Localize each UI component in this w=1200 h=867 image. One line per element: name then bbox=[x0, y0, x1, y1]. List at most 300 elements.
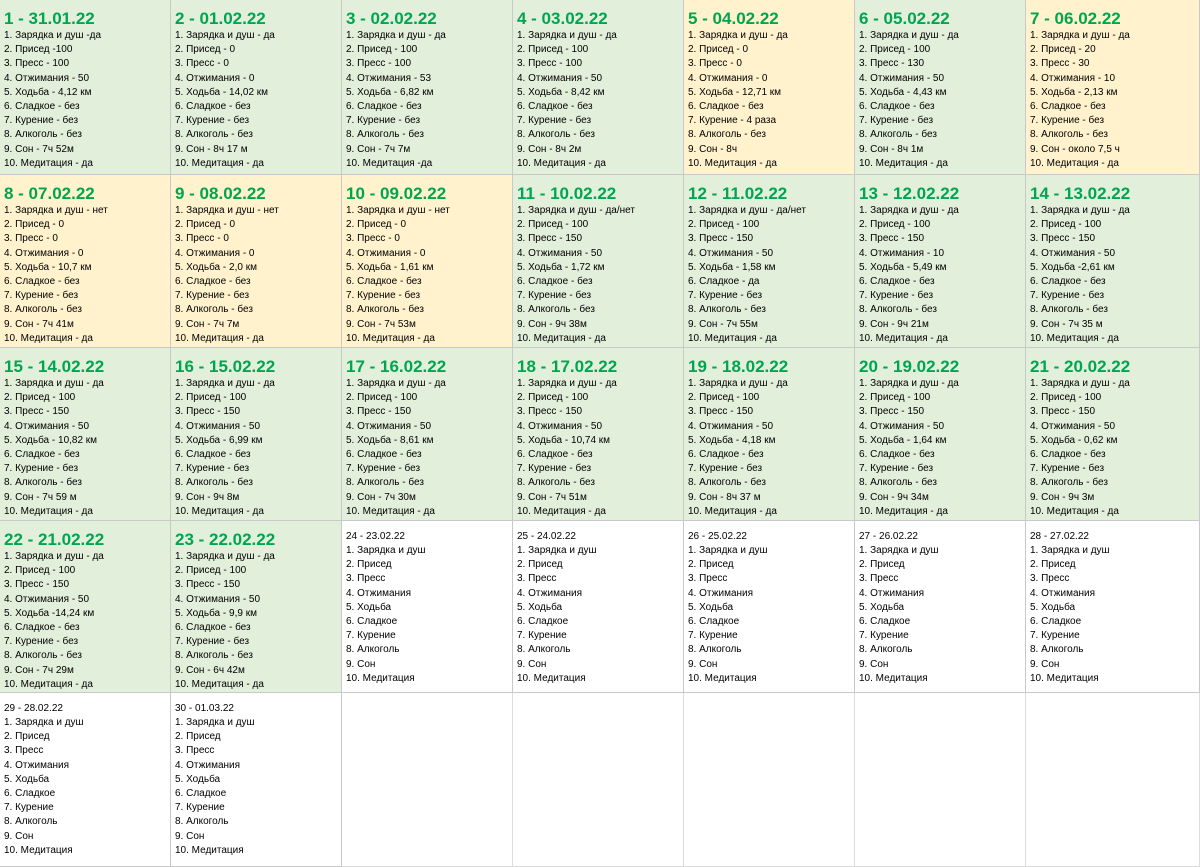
habit-item: 2. Присед bbox=[688, 559, 734, 571]
day-cell[interactable] bbox=[342, 0, 513, 175]
habit-item: 5. Ходьба - 1,58 км bbox=[688, 261, 776, 273]
habit-item: 10. Медитация bbox=[4, 844, 73, 856]
habit-item: 1. Зарядка и душ - да bbox=[688, 378, 788, 389]
day-title: 18 - 17.02.22 bbox=[517, 357, 618, 376]
day-cell[interactable] bbox=[1026, 521, 1200, 693]
habit-item: 5. Ходьба - 2,13 км bbox=[1030, 86, 1118, 98]
habit-item: 1. Зарядка и душ bbox=[688, 545, 768, 556]
habit-item: 5. Ходьба - 6,99 км bbox=[175, 434, 263, 446]
habit-item: 8. Алкоголь bbox=[175, 816, 229, 828]
habit-item: 5. Ходьба - 10,7 км bbox=[4, 261, 92, 273]
habit-item: 8. Алкоголь - без bbox=[1030, 477, 1108, 489]
habit-item: 4. Отжимания - 10 bbox=[859, 247, 945, 259]
habit-item: 1. Зарядка и душ - да bbox=[175, 378, 275, 389]
habit-item: 9. Сон - 9ч 3м bbox=[1030, 491, 1095, 503]
habit-item: 7. Курение - 4 раза bbox=[688, 115, 777, 127]
habit-item: 4. Отжимания bbox=[859, 587, 925, 599]
day-cell[interactable] bbox=[171, 521, 342, 693]
habit-item: 5. Ходьба - 1,64 км bbox=[859, 434, 947, 446]
habit-item: 3. Пресс - 0 bbox=[4, 233, 58, 245]
habit-item: 9. Сон - 6ч 42м bbox=[175, 664, 245, 676]
day-cell[interactable] bbox=[684, 521, 855, 693]
day-title: 24 - 23.02.22 bbox=[346, 531, 405, 542]
habit-item: 10. Медитация - да bbox=[4, 678, 93, 690]
habit-item: 9. Сон bbox=[517, 658, 547, 670]
day-title: 23 - 22.02.22 bbox=[175, 530, 276, 549]
habit-item: 5. Ходьба - 0,62 км bbox=[1030, 434, 1118, 446]
habit-item: 7. Курение - без bbox=[517, 290, 592, 302]
habit-list bbox=[171, 29, 341, 171]
habit-item: 3. Пресс - 150 bbox=[859, 406, 924, 418]
habit-list bbox=[342, 204, 512, 346]
habit-item: 6. Сладкое - без bbox=[346, 276, 422, 288]
habit-list bbox=[513, 29, 683, 171]
habit-item: 4. Отжимания - 0 bbox=[346, 247, 426, 259]
habit-item: 3. Пресс bbox=[859, 573, 899, 585]
habit-list bbox=[342, 377, 512, 519]
habit-item: 4. Отжимания - 50 bbox=[4, 72, 90, 84]
habit-item: 9. Сон - 9ч 38м bbox=[517, 318, 587, 330]
habit-item: 5. Ходьба bbox=[1030, 601, 1076, 613]
habit-item: 9. Сон - 9ч 21м bbox=[859, 318, 929, 330]
habit-item: 10. Медитация - да bbox=[1030, 157, 1119, 169]
habit-item: 2. Присед bbox=[1030, 559, 1076, 571]
habit-item: 6. Сладкое - без bbox=[859, 276, 935, 288]
habit-item: 10. Медитация - да bbox=[517, 332, 606, 344]
habit-item: 3. Пресс - 150 bbox=[688, 233, 753, 245]
habit-item: 6. Сладкое - без bbox=[175, 101, 251, 113]
habit-item: 1. Зарядка и душ - нет bbox=[4, 205, 108, 216]
habit-item: 8. Алкоголь - без bbox=[859, 129, 937, 141]
habit-item: 9. Сон - 7ч 7м bbox=[346, 143, 411, 155]
day-cell[interactable] bbox=[1026, 0, 1200, 175]
habit-item: 9. Сон - 7ч 30м bbox=[346, 491, 416, 503]
habit-item: 2. Присед - 100 bbox=[859, 392, 931, 404]
day-cell[interactable] bbox=[513, 0, 684, 175]
habit-item: 4. Отжимания - 0 bbox=[688, 72, 768, 84]
empty-cell[interactable] bbox=[342, 693, 513, 867]
habit-item: 6. Сладкое - без bbox=[346, 449, 422, 461]
habit-item: 9. Сон - 9ч 34м bbox=[859, 491, 929, 503]
habit-list bbox=[342, 544, 512, 686]
habit-item: 1. Зарядка и душ - да bbox=[4, 551, 104, 562]
habit-list bbox=[684, 377, 854, 519]
habit-item: 1. Зарядка и душ - да bbox=[859, 30, 959, 41]
day-cell[interactable] bbox=[1026, 175, 1200, 348]
habit-item: 8. Алкоголь bbox=[4, 816, 58, 828]
habit-item: 8. Алкоголь - без bbox=[175, 304, 253, 316]
habit-item: 8. Алкоголь - без bbox=[517, 477, 595, 489]
habit-item: 3. Пресс bbox=[4, 745, 44, 757]
day-title: 13 - 12.02.22 bbox=[859, 184, 960, 203]
habit-item: 6. Сладкое - без bbox=[517, 449, 593, 461]
habit-item: 2. Присед - 100 bbox=[4, 565, 76, 577]
habit-list bbox=[0, 716, 170, 858]
habit-item: 9. Сон - 8ч 2м bbox=[517, 143, 582, 155]
habit-list bbox=[513, 377, 683, 519]
habit-item: 8. Алкоголь bbox=[1030, 644, 1084, 656]
day-cell[interactable] bbox=[171, 175, 342, 348]
day-cell[interactable] bbox=[0, 693, 171, 867]
habit-item: 10. Медитация - да bbox=[859, 332, 948, 344]
habit-item: 4. Отжимания - 50 bbox=[688, 247, 774, 259]
habit-item: 9. Сон - 8ч bbox=[688, 143, 738, 155]
habit-item: 6. Сладкое - без bbox=[1030, 101, 1106, 113]
habit-item: 9. Сон - 7ч 35 м bbox=[1030, 318, 1103, 330]
habit-item: 9. Сон - около 7,5 ч bbox=[1030, 143, 1120, 155]
habit-list bbox=[684, 204, 854, 346]
habit-item: 4. Отжимания - 50 bbox=[517, 420, 603, 432]
habit-list bbox=[171, 550, 341, 692]
habit-item: 4. Отжимания bbox=[175, 759, 241, 771]
day-cell[interactable] bbox=[855, 175, 1026, 348]
day-cell[interactable] bbox=[855, 348, 1026, 521]
habit-item: 8. Алкоголь - без bbox=[4, 129, 82, 141]
habit-item: 2. Присед - 20 bbox=[1030, 44, 1096, 56]
habit-item: 2. Присед bbox=[517, 559, 563, 571]
habit-item: 1. Зарядка и душ - да bbox=[859, 378, 959, 389]
habit-item: 10. Медитация - да bbox=[1030, 332, 1119, 344]
habit-item: 8. Алкоголь bbox=[688, 644, 742, 656]
day-cell[interactable] bbox=[0, 175, 171, 348]
habit-item: 4. Отжимания - 50 bbox=[859, 420, 945, 432]
habit-item: 5. Ходьба bbox=[859, 601, 905, 613]
habit-item: 5. Ходьба bbox=[346, 601, 392, 613]
habit-item: 2. Присед bbox=[4, 731, 50, 743]
habit-item: 10. Медитация - да bbox=[175, 678, 264, 690]
day-cell[interactable] bbox=[342, 348, 513, 521]
habit-item: 7. Курение - без bbox=[175, 463, 250, 475]
habit-item: 1. Зарядка и душ - да bbox=[1030, 378, 1130, 389]
habit-item: 8. Алкоголь - без bbox=[346, 304, 424, 316]
habit-list bbox=[855, 544, 1025, 686]
habit-item: 7. Курение - без bbox=[4, 290, 79, 302]
day-cell[interactable] bbox=[513, 348, 684, 521]
habit-item: 6. Сладкое - без bbox=[175, 622, 251, 634]
habit-item: 7. Курение bbox=[175, 802, 225, 814]
habit-item: 7. Курение - без bbox=[175, 115, 250, 127]
habit-item: 10. Медитация - да bbox=[175, 505, 264, 517]
habit-item: 1. Зарядка и душ - да bbox=[4, 378, 104, 389]
day-title: 26 - 25.02.22 bbox=[688, 531, 747, 542]
habit-item: 7. Курение bbox=[1030, 630, 1080, 642]
habit-item: 2. Присед - 0 bbox=[175, 44, 236, 56]
habit-item: 1. Зарядка и душ - да bbox=[859, 205, 959, 216]
day-title: 21 - 20.02.22 bbox=[1030, 357, 1131, 376]
day-title: 10 - 09.02.22 bbox=[346, 184, 447, 203]
habit-item: 8. Алкоголь - без bbox=[175, 477, 253, 489]
habit-item: 7. Курение bbox=[4, 802, 54, 814]
day-cell[interactable] bbox=[342, 175, 513, 348]
habit-item: 6. Сладкое bbox=[175, 788, 227, 800]
habit-item: 6. Сладкое - без bbox=[346, 101, 422, 113]
habit-item: 6. Сладкое bbox=[4, 788, 56, 800]
habit-item: 3. Пресс - 100 bbox=[346, 58, 411, 70]
habit-item: 5. Ходьба -14,24 км bbox=[4, 607, 95, 619]
habit-item: 9. Сон - 7ч 52м bbox=[4, 143, 74, 155]
habit-item: 8. Алкоголь - без bbox=[1030, 304, 1108, 316]
habit-item: 7. Курение - без bbox=[346, 290, 421, 302]
habit-item: 3. Пресс bbox=[688, 573, 728, 585]
habit-item: 8. Алкоголь - без bbox=[4, 477, 82, 489]
habit-item: 6. Сладкое - без bbox=[4, 276, 80, 288]
habit-item: 8. Алкоголь bbox=[346, 644, 400, 656]
habit-item: 1. Зарядка и душ - да bbox=[1030, 30, 1130, 41]
habit-item: 5. Ходьба -2,61 км bbox=[1030, 261, 1115, 273]
habit-item: 5. Ходьба - 4,43 км bbox=[859, 86, 947, 98]
empty-cell[interactable] bbox=[855, 693, 1026, 867]
habit-item: 1. Зарядка и душ - нет bbox=[346, 205, 450, 216]
day-cell[interactable] bbox=[0, 521, 171, 693]
habit-item: 10. Медитация - да bbox=[4, 332, 93, 344]
habit-item: 8. Алкоголь - без bbox=[346, 129, 424, 141]
habit-item: 9. Сон - 7ч 53м bbox=[346, 318, 416, 330]
habit-list bbox=[171, 716, 341, 858]
habit-item: 2. Присед - 0 bbox=[688, 44, 749, 56]
habit-item: 4. Отжимания - 50 bbox=[688, 420, 774, 432]
day-cell[interactable] bbox=[855, 521, 1026, 693]
habit-item: 6. Сладкое - без bbox=[517, 276, 593, 288]
habit-item: 7. Курение - без bbox=[175, 290, 250, 302]
habit-item: 4. Отжимания - 53 bbox=[346, 72, 432, 84]
empty-cell[interactable] bbox=[513, 693, 684, 867]
day-title: 6 - 05.02.22 bbox=[859, 9, 950, 28]
day-cell[interactable] bbox=[342, 521, 513, 693]
habit-item: 2. Присед - 100 bbox=[175, 392, 247, 404]
day-cell[interactable] bbox=[684, 175, 855, 348]
habit-item: 1. Зарядка и душ bbox=[175, 717, 255, 728]
day-cell[interactable] bbox=[513, 521, 684, 693]
day-title: 29 - 28.02.22 bbox=[4, 703, 63, 714]
empty-cell[interactable] bbox=[1026, 693, 1200, 867]
habit-item: 1. Зарядка и душ - да bbox=[1030, 205, 1130, 216]
day-cell[interactable] bbox=[855, 0, 1026, 175]
day-title: 19 - 18.02.22 bbox=[688, 357, 789, 376]
day-title: 4 - 03.02.22 bbox=[517, 9, 608, 28]
habit-item: 7. Курение - без bbox=[859, 463, 934, 475]
habit-item: 4. Отжимания - 50 bbox=[4, 593, 90, 605]
habit-item: 10. Медитация - да bbox=[175, 157, 264, 169]
habit-item: 4. Отжимания - 0 bbox=[175, 247, 255, 259]
habit-item: 10. Медитация bbox=[859, 672, 928, 684]
habit-item: 3. Пресс bbox=[346, 573, 386, 585]
habit-item: 1. Зарядка и душ bbox=[517, 545, 597, 556]
day-cell[interactable] bbox=[684, 348, 855, 521]
habit-item: 7. Курение - без bbox=[517, 115, 592, 127]
habit-item: 4. Отжимания - 10 bbox=[1030, 72, 1116, 84]
habit-item: 4. Отжимания bbox=[346, 587, 412, 599]
day-title: 20 - 19.02.22 bbox=[859, 357, 960, 376]
habit-item: 3. Пресс - 150 bbox=[175, 579, 240, 591]
habit-item: 6. Сладкое - без bbox=[859, 449, 935, 461]
day-cell[interactable] bbox=[513, 175, 684, 348]
habit-item: 9. Сон bbox=[4, 830, 34, 842]
habit-item: 7. Курение bbox=[688, 630, 738, 642]
habit-item: 2. Присед bbox=[859, 559, 905, 571]
habit-item: 4. Отжимания - 50 bbox=[175, 593, 261, 605]
habit-item: 7. Курение bbox=[859, 630, 909, 642]
habit-item: 2. Присед - 100 bbox=[517, 219, 589, 231]
habit-item: 2. Присед - 100 bbox=[859, 44, 931, 56]
habit-item: 10. Медитация - да bbox=[859, 505, 948, 517]
habit-list bbox=[1026, 377, 1199, 519]
habit-item: 1. Зарядка и душ bbox=[1030, 545, 1110, 556]
habit-item: 9. Сон bbox=[688, 658, 718, 670]
habit-list bbox=[684, 29, 854, 171]
habit-list bbox=[0, 29, 170, 171]
day-title: 14 - 13.02.22 bbox=[1030, 184, 1131, 203]
habit-item: 9. Сон - 9ч 8м bbox=[175, 491, 240, 503]
habit-item: 6. Сладкое - без bbox=[688, 101, 764, 113]
habit-item: 7. Курение - без bbox=[1030, 463, 1105, 475]
day-title: 3 - 02.02.22 bbox=[346, 9, 437, 28]
habit-list bbox=[342, 29, 512, 171]
habit-item: 7. Курение bbox=[346, 630, 396, 642]
habit-item: 5. Ходьба bbox=[4, 773, 50, 785]
habit-item: 4. Отжимания - 50 bbox=[175, 420, 261, 432]
day-cell[interactable] bbox=[1026, 348, 1200, 521]
habit-item: 3. Пресс - 0 bbox=[346, 233, 400, 245]
habit-item: 1. Зарядка и душ bbox=[346, 545, 426, 556]
habit-item: 8. Алкоголь - без bbox=[1030, 129, 1108, 141]
habit-item: 10. Медитация - да bbox=[517, 505, 606, 517]
habit-item: 9. Сон - 7ч 51м bbox=[517, 491, 587, 503]
habit-item: 6. Сладкое - без bbox=[1030, 449, 1106, 461]
habit-item: 5. Ходьба - 4,18 км bbox=[688, 434, 776, 446]
day-cell[interactable] bbox=[171, 348, 342, 521]
habit-item: 1. Зарядка и душ - да bbox=[346, 378, 446, 389]
day-title: 2 - 01.02.22 bbox=[175, 9, 266, 28]
habit-item: 6. Сладкое - без bbox=[4, 449, 80, 461]
habit-item: 7. Курение - без bbox=[517, 463, 592, 475]
habit-item: 7. Курение - без bbox=[175, 636, 250, 648]
habit-item: 2. Присед -100 bbox=[4, 44, 73, 56]
habit-item: 7. Курение - без bbox=[4, 636, 79, 648]
habit-item: 5. Ходьба - 9,9 км bbox=[175, 607, 257, 619]
habit-item: 9. Сон - 8ч 17 м bbox=[175, 143, 248, 155]
habit-item: 1. Зарядка и душ - да/нет bbox=[517, 205, 635, 216]
habit-item: 2. Присед - 100 bbox=[346, 44, 418, 56]
habit-item: 3. Пресс - 0 bbox=[688, 58, 742, 70]
habit-item: 6. Сладкое - без bbox=[517, 101, 593, 113]
habit-item: 10. Медитация - да bbox=[4, 505, 93, 517]
habit-item: 5. Ходьба - 5,49 км bbox=[859, 261, 947, 273]
habit-item: 3. Пресс - 130 bbox=[859, 58, 924, 70]
habit-item: 6. Сладкое bbox=[1030, 616, 1082, 628]
day-cell[interactable] bbox=[171, 693, 342, 867]
habit-item: 10. Медитация - да bbox=[175, 332, 264, 344]
habit-item: 3. Пресс - 100 bbox=[517, 58, 582, 70]
day-cell[interactable] bbox=[684, 0, 855, 175]
habit-item: 1. Зарядка и душ - да bbox=[517, 378, 617, 389]
habit-item: 4. Отжимания - 50 bbox=[859, 72, 945, 84]
habit-item: 10. Медитация - да bbox=[517, 157, 606, 169]
habit-item: 5. Ходьба - 1,61 км bbox=[346, 261, 434, 273]
habit-item: 9. Сон bbox=[1030, 658, 1060, 670]
day-title: 17 - 16.02.22 bbox=[346, 357, 447, 376]
habit-item: 5. Ходьба - 10,74 км bbox=[517, 434, 611, 446]
habit-item: 7. Курение - без bbox=[1030, 115, 1105, 127]
habit-list bbox=[1026, 544, 1199, 686]
habit-item: 8. Алкоголь - без bbox=[4, 650, 82, 662]
habit-item: 3. Пресс - 150 bbox=[175, 406, 240, 418]
habit-item: 4. Отжимания - 50 bbox=[1030, 420, 1116, 432]
habit-item: 2. Присед bbox=[175, 731, 221, 743]
habit-item: 3. Пресс bbox=[517, 573, 557, 585]
habit-item: 4. Отжимания - 50 bbox=[1030, 247, 1116, 259]
habit-item: 9. Сон - 7ч 29м bbox=[4, 664, 74, 676]
day-title: 7 - 06.02.22 bbox=[1030, 9, 1121, 28]
habit-item: 5. Ходьба bbox=[517, 601, 563, 613]
habit-item: 7. Курение - без bbox=[4, 115, 79, 127]
habit-item: 2. Присед - 0 bbox=[175, 219, 236, 231]
day-cell[interactable] bbox=[0, 348, 171, 521]
habit-item: 10. Медитация bbox=[175, 844, 244, 856]
habit-item: 2. Присед - 100 bbox=[1030, 219, 1102, 231]
habit-item: 1. Зарядка и душ - да bbox=[517, 30, 617, 41]
habit-item: 8. Алкоголь - без bbox=[517, 304, 595, 316]
day-cell[interactable] bbox=[0, 0, 171, 175]
habit-item: 4. Отжимания - 0 bbox=[4, 247, 84, 259]
habit-item: 1. Зарядка и душ - да bbox=[175, 30, 275, 41]
day-title: 5 - 04.02.22 bbox=[688, 9, 779, 28]
habit-item: 6. Сладкое bbox=[346, 616, 398, 628]
day-title: 12 - 11.02.22 bbox=[688, 184, 788, 203]
habit-list bbox=[1026, 29, 1199, 171]
habit-item: 10. Медитация -да bbox=[346, 157, 433, 169]
habit-item: 4. Отжимания - 50 bbox=[517, 72, 603, 84]
habit-item: 2. Присед - 100 bbox=[688, 392, 760, 404]
habit-item: 6. Сладкое - без bbox=[859, 101, 935, 113]
habit-item: 9. Сон - 7ч 7м bbox=[175, 318, 240, 330]
day-title: 22 - 21.02.22 bbox=[4, 530, 105, 549]
habit-item: 5. Ходьба - 12,71 км bbox=[688, 86, 782, 98]
habit-item: 8. Алкоголь bbox=[517, 644, 571, 656]
habit-item: 5. Ходьба - 10,82 км bbox=[4, 434, 98, 446]
habit-item: 3. Пресс - 150 bbox=[4, 406, 69, 418]
day-title: 28 - 27.02.22 bbox=[1030, 531, 1089, 542]
habit-item: 5. Ходьба bbox=[688, 601, 734, 613]
habit-item: 8. Алкоголь - без bbox=[859, 477, 937, 489]
day-title: 15 - 14.02.22 bbox=[4, 357, 105, 376]
habit-item: 5. Ходьба - 6,82 км bbox=[346, 86, 434, 98]
habit-item: 10. Медитация - да bbox=[859, 157, 948, 169]
habit-item: 2. Присед - 100 bbox=[175, 565, 247, 577]
habit-list bbox=[0, 377, 170, 519]
habit-item: 2. Присед - 100 bbox=[346, 392, 418, 404]
empty-cell[interactable] bbox=[684, 693, 855, 867]
habit-item: 10. Медитация bbox=[1030, 672, 1099, 684]
habit-item: 8. Алкоголь - без bbox=[688, 477, 766, 489]
day-cell[interactable] bbox=[171, 0, 342, 175]
habit-item: 2. Присед bbox=[346, 559, 392, 571]
habit-item: 10. Медитация - да bbox=[346, 505, 435, 517]
day-title: 27 - 26.02.22 bbox=[859, 531, 918, 542]
habit-item: 7. Курение - без bbox=[346, 463, 421, 475]
habit-list bbox=[0, 204, 170, 346]
habit-item: 10. Медитация - да bbox=[688, 157, 777, 169]
habit-item: 3. Пресс - 150 bbox=[4, 579, 69, 591]
day-title: 25 - 24.02.22 bbox=[517, 531, 576, 542]
habit-item: 10. Медитация - да bbox=[346, 332, 435, 344]
habit-item: 7. Курение - без bbox=[1030, 290, 1105, 302]
habit-item: 8. Алкоголь - без bbox=[859, 304, 937, 316]
habit-item: 2. Присед - 100 bbox=[4, 392, 76, 404]
habit-item: 10. Медитация - да bbox=[1030, 505, 1119, 517]
day-title: 9 - 08.02.22 bbox=[175, 184, 266, 203]
habit-item: 7. Курение - без bbox=[688, 290, 763, 302]
habit-list bbox=[684, 544, 854, 686]
